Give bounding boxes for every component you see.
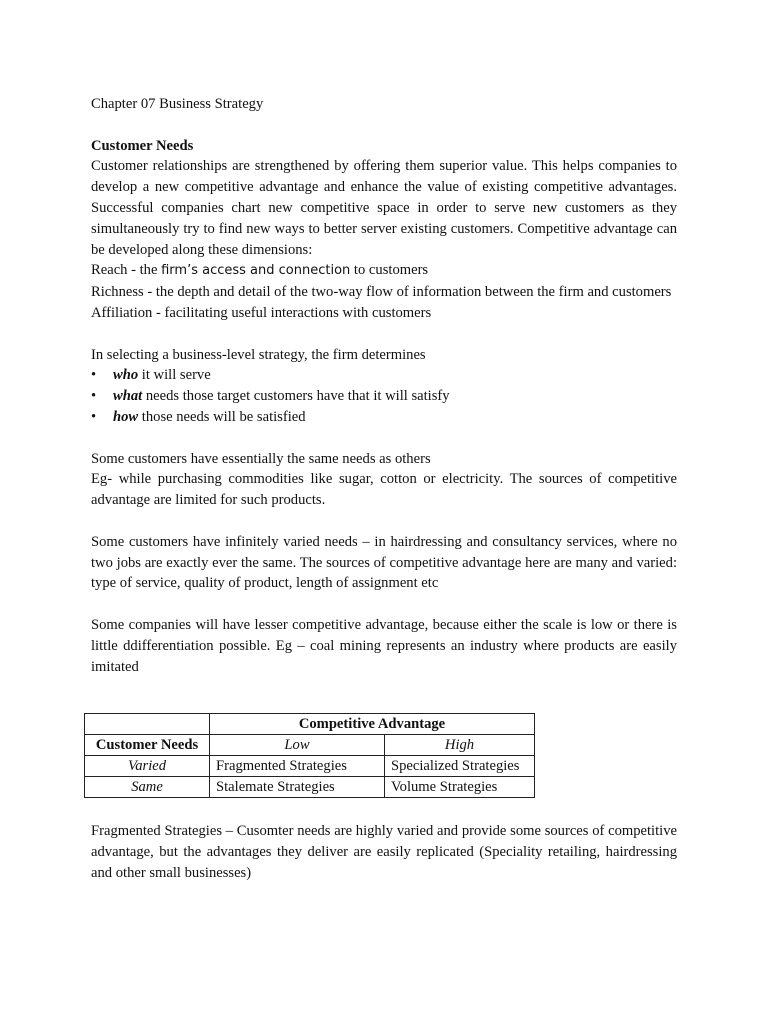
varied-needs-paragraph: Some customers have infinitely varied needs – in hairdressing and consultancy services, where no two jobs are exactly ever the same. The sources of competitive advantage here are many and varied: type of service, quality of product, length of assignment etc [91,533,677,592]
strategy-bullet-list [91,365,677,427]
bullet-what: • what needs those target customers have that it will satisfy [91,388,450,405]
reach-line: Reach - the firm’s access and connection to customers [91,262,429,279]
cell-volume: Volume Strategies [385,777,535,798]
table-row [85,777,535,798]
bullet-who: • who it will serve [91,367,211,384]
customer-needs-paragraph: Customer relationships are strengthened by offering them superior value. This helps companies to develop a new competitive advantage and enhance the value of existing competitive advantages. Successful companies chart new competitive space in order to serve new customers as they simultaneously try to find new ways to better server existing customers. Competitive advantage can be developed along these dimensions: [91,158,677,258]
same-needs-line: Some customers have essentially the same needs as others [91,450,431,467]
section-heading: Customer Needs [91,137,194,154]
table-row [85,756,535,777]
high-header: High [385,735,535,756]
affiliation-line: Affiliation - facilitating useful interactions with customers [91,304,432,321]
fragmented-strategies-paragraph: Fragmented Strategies – Cusomter needs are highly varied and provide some sources of competitive advantage, but the advantages they deliver are easily replicated (Speciality retailing, hairdressing and other small businesses) [91,823,677,881]
commodities-paragraph: Eg- while purchasing commodities like sugar, cotton or electricity. The sources of competitive advantage are limited for such products. [91,471,677,509]
strategy-matrix-table [84,713,535,798]
cell-specialized: Specialized Strategies [385,756,535,777]
bullet-how: • how those needs will be satisfied [91,408,306,425]
richness-line: Richness - the depth and detail of the two-way flow of information between the firm and customers [91,284,672,301]
table-row [85,735,535,756]
customer-needs-header: Customer Needs [85,735,210,756]
competitive-advantage-header: Competitive Advantage [210,714,535,735]
chapter-title: Chapter 07 Business Strategy [91,96,264,112]
strategy-intro: In selecting a business-level strategy, the firm determines [91,346,426,363]
document-body [91,94,677,677]
low-header: Low [210,735,385,756]
cell-stalemate: Stalemate Strategies [210,777,385,798]
cell-fragmented: Fragmented Strategies [210,756,385,777]
row-label-same: Same [85,777,210,798]
lesser-advantage-paragraph: Some companies will have lesser competitive advantage, because either the scale is low or there is little ddifferentiation possible. Eg – coal mining represents an industry where products are easily imitated [91,616,677,675]
table-row [85,714,535,735]
row-label-varied: Varied [85,756,210,777]
